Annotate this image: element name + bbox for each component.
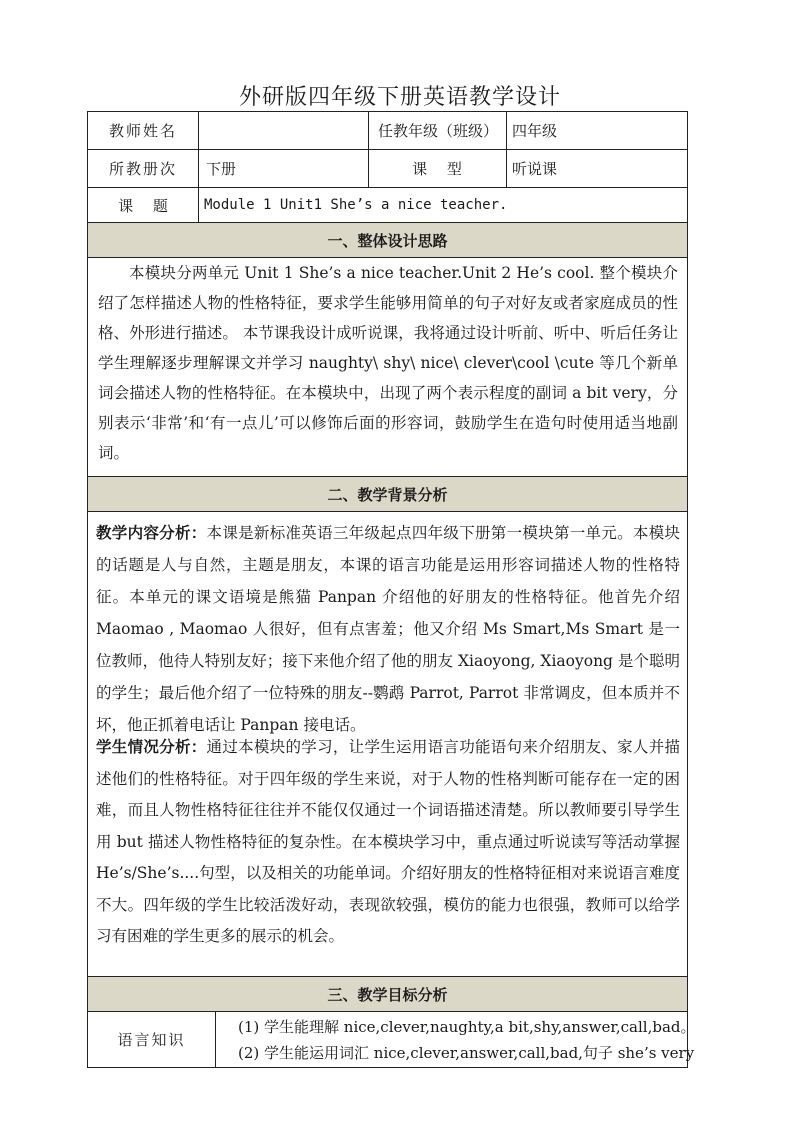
section2-heading: 二、教学背景分析 (87, 476, 688, 511)
volume-label: 所教册次 (108, 160, 177, 178)
objective-row-language (87, 1011, 696, 1067)
section1-body (87, 257, 688, 476)
info-row-volume (87, 149, 688, 187)
section2-body (87, 511, 688, 976)
student-analysis-label: 学生情况分析： (96, 737, 207, 756)
volume-value: 下册 (206, 160, 237, 178)
objective-item: (2) 学生能运用词汇 nice,clever,answer,call,bad,句子 she’s very (238, 1044, 695, 1062)
objective-item: (1) 学生能理解 nice,clever,naughty,a bit,shy,answer,call,bad。 (238, 1018, 696, 1036)
student-analysis (96, 731, 680, 953)
topic-label: 课 题 (118, 196, 168, 215)
student-analysis-text: 通过本模块的学习，让学生运用语言功能语句来介绍朋友、家人并描述他们的性格特征。对于四年级的学生来说，对于人物的性格判断可能存在一定的困难，而且人物性格特征往往并不能仅仅通过一个词语描述清楚。所以教师要引导学生用 but 描述人物性格特征的复杂性。在本模块学习中，重点通过听说读写等活动掌握 He’s/She’s....句型，以及相关的功能单词。介绍好朋友的性格特征相对来说语言难度不大。四年级的学生比较活泼好动，表现欲较强，模仿的能力也很强，教师可以给学习有困难的学生更多的展示的机会。 (96, 738, 680, 945)
info-row-teacher (87, 111, 688, 149)
grade-value: 四年级 (512, 122, 558, 140)
lesson-type-value: 听说课 (512, 160, 558, 178)
content-analysis-text: 本课是新标准英语三年级起点四年级下册第一模块第一单元。本模块的话题是人与自然，主题是朋友，本课的语言功能是运用形容词描述人物的性格特征。本单元的课文语境是熊猫 Panpan 介绍他的好朋友的性格特征。他首先介绍 Maomao , Maomao 人很好，但有点害羞；他又介绍 Ms Smart,Ms Smart 是一位教师，他待人特别友好；接下来他介绍了他的朋友 Xiaoyong, Xiaoyong 是个聪明的学生；最后他介绍了一位特殊的朋友--鹦鹉 Parrot, Parrot 非常调皮，但本质并不坏，他正抓着电话让 Panpan 接电话。 (96, 524, 680, 734)
grade-label: 任教年级（班级） (378, 122, 499, 140)
document-title: 外研版四年级下册英语教学设计 (238, 85, 561, 110)
teacher-name-label: 教师姓名 (108, 122, 177, 140)
info-row-topic (87, 187, 688, 222)
content-analysis (96, 517, 680, 741)
content-analysis-label: 教学内容分析： (96, 523, 207, 542)
section3-heading: 三、教学目标分析 (87, 976, 688, 1011)
section1-heading: 一、整体设计思路 (87, 222, 688, 257)
objective-label: 语言知识 (117, 1031, 186, 1049)
section1-text: 本模块分两单元 Unit 1 She’s a nice teacher.Unit 2 He’s cool. 整个模块介绍了怎样描述人物的性格特征，要求学生能够用简单的句子对好友或者家庭成员的性格、外形进行描述。 本节课我设计成听说课，我将通过设计听前、听中、听后任务让学生理解逐步理解课文并学习 naughty\ shy\ nice\ clever\cool \cute 等几个新单词会描述人物的性格特征。在本模块中，出现了两个表示程度的副词 a bit very，分别表示‘非常’和‘有一点儿’可以修饰后面的形容词，鼓励学生在造句时使用适当地副词。 (98, 264, 678, 462)
topic-value: Module 1 Unit1 She’s a nice teacher. (204, 197, 508, 213)
lesson-type-label: 课 型 (412, 160, 462, 178)
